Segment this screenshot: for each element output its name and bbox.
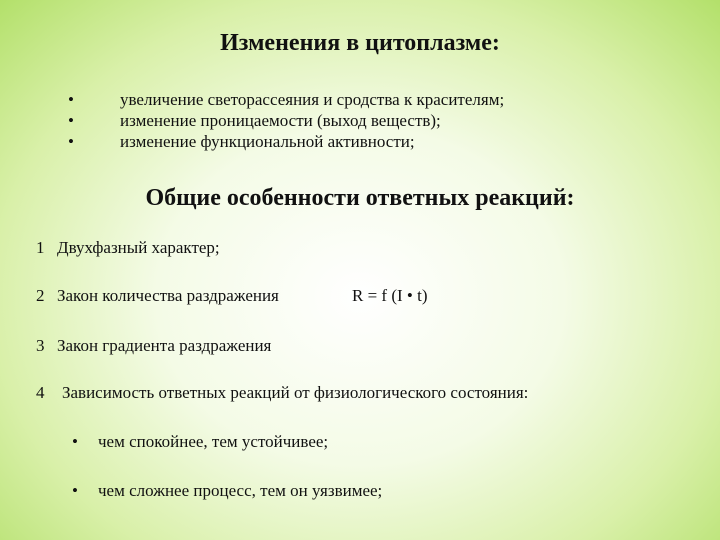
list-item [36,336,271,356]
bullet-text: изменение функциональной активности; [120,132,415,151]
list-item [36,383,528,403]
heading-response-features: Общие особенности ответных реакций: [145,185,575,211]
formula: R = f (I • t) [352,286,428,305]
item-text: Двухфазный характер; [57,238,220,257]
bullet-icon: • [68,111,74,130]
list-item [68,131,504,152]
list-item [36,238,220,258]
item-number: 2 [36,286,45,305]
list-item [36,286,279,306]
sub-bullet-text: чем сложнее процесс, тем он уязвимее; [98,481,383,500]
item-number: 4 [36,383,45,402]
cytoplasm-bullet-list [68,89,504,152]
bullet-icon: • [68,132,74,151]
list-item [68,110,504,131]
item-number: 1 [36,238,45,257]
bullet-icon: • [72,481,78,500]
list-item [68,89,504,110]
item-text: Закон градиента раздражения [57,336,272,355]
list-item [72,481,382,501]
bullet-icon: • [72,432,78,451]
bullet-text: изменение проницаемости (выход веществ); [120,111,441,130]
list-item [72,432,328,452]
item-text: Закон количества раздражения [57,286,279,305]
bullet-text: увеличение светорассеяния и сродства к красителям; [120,90,505,109]
bullet-icon: • [68,90,74,109]
item-number: 3 [36,336,45,355]
heading-cytoplasm-changes: Изменения в цитоплазме: [220,30,500,56]
item-text: Зависимость ответных реакций от физиологического состояния: [62,383,529,402]
sub-bullet-text: чем спокойнее, тем устойчивее; [98,432,329,451]
